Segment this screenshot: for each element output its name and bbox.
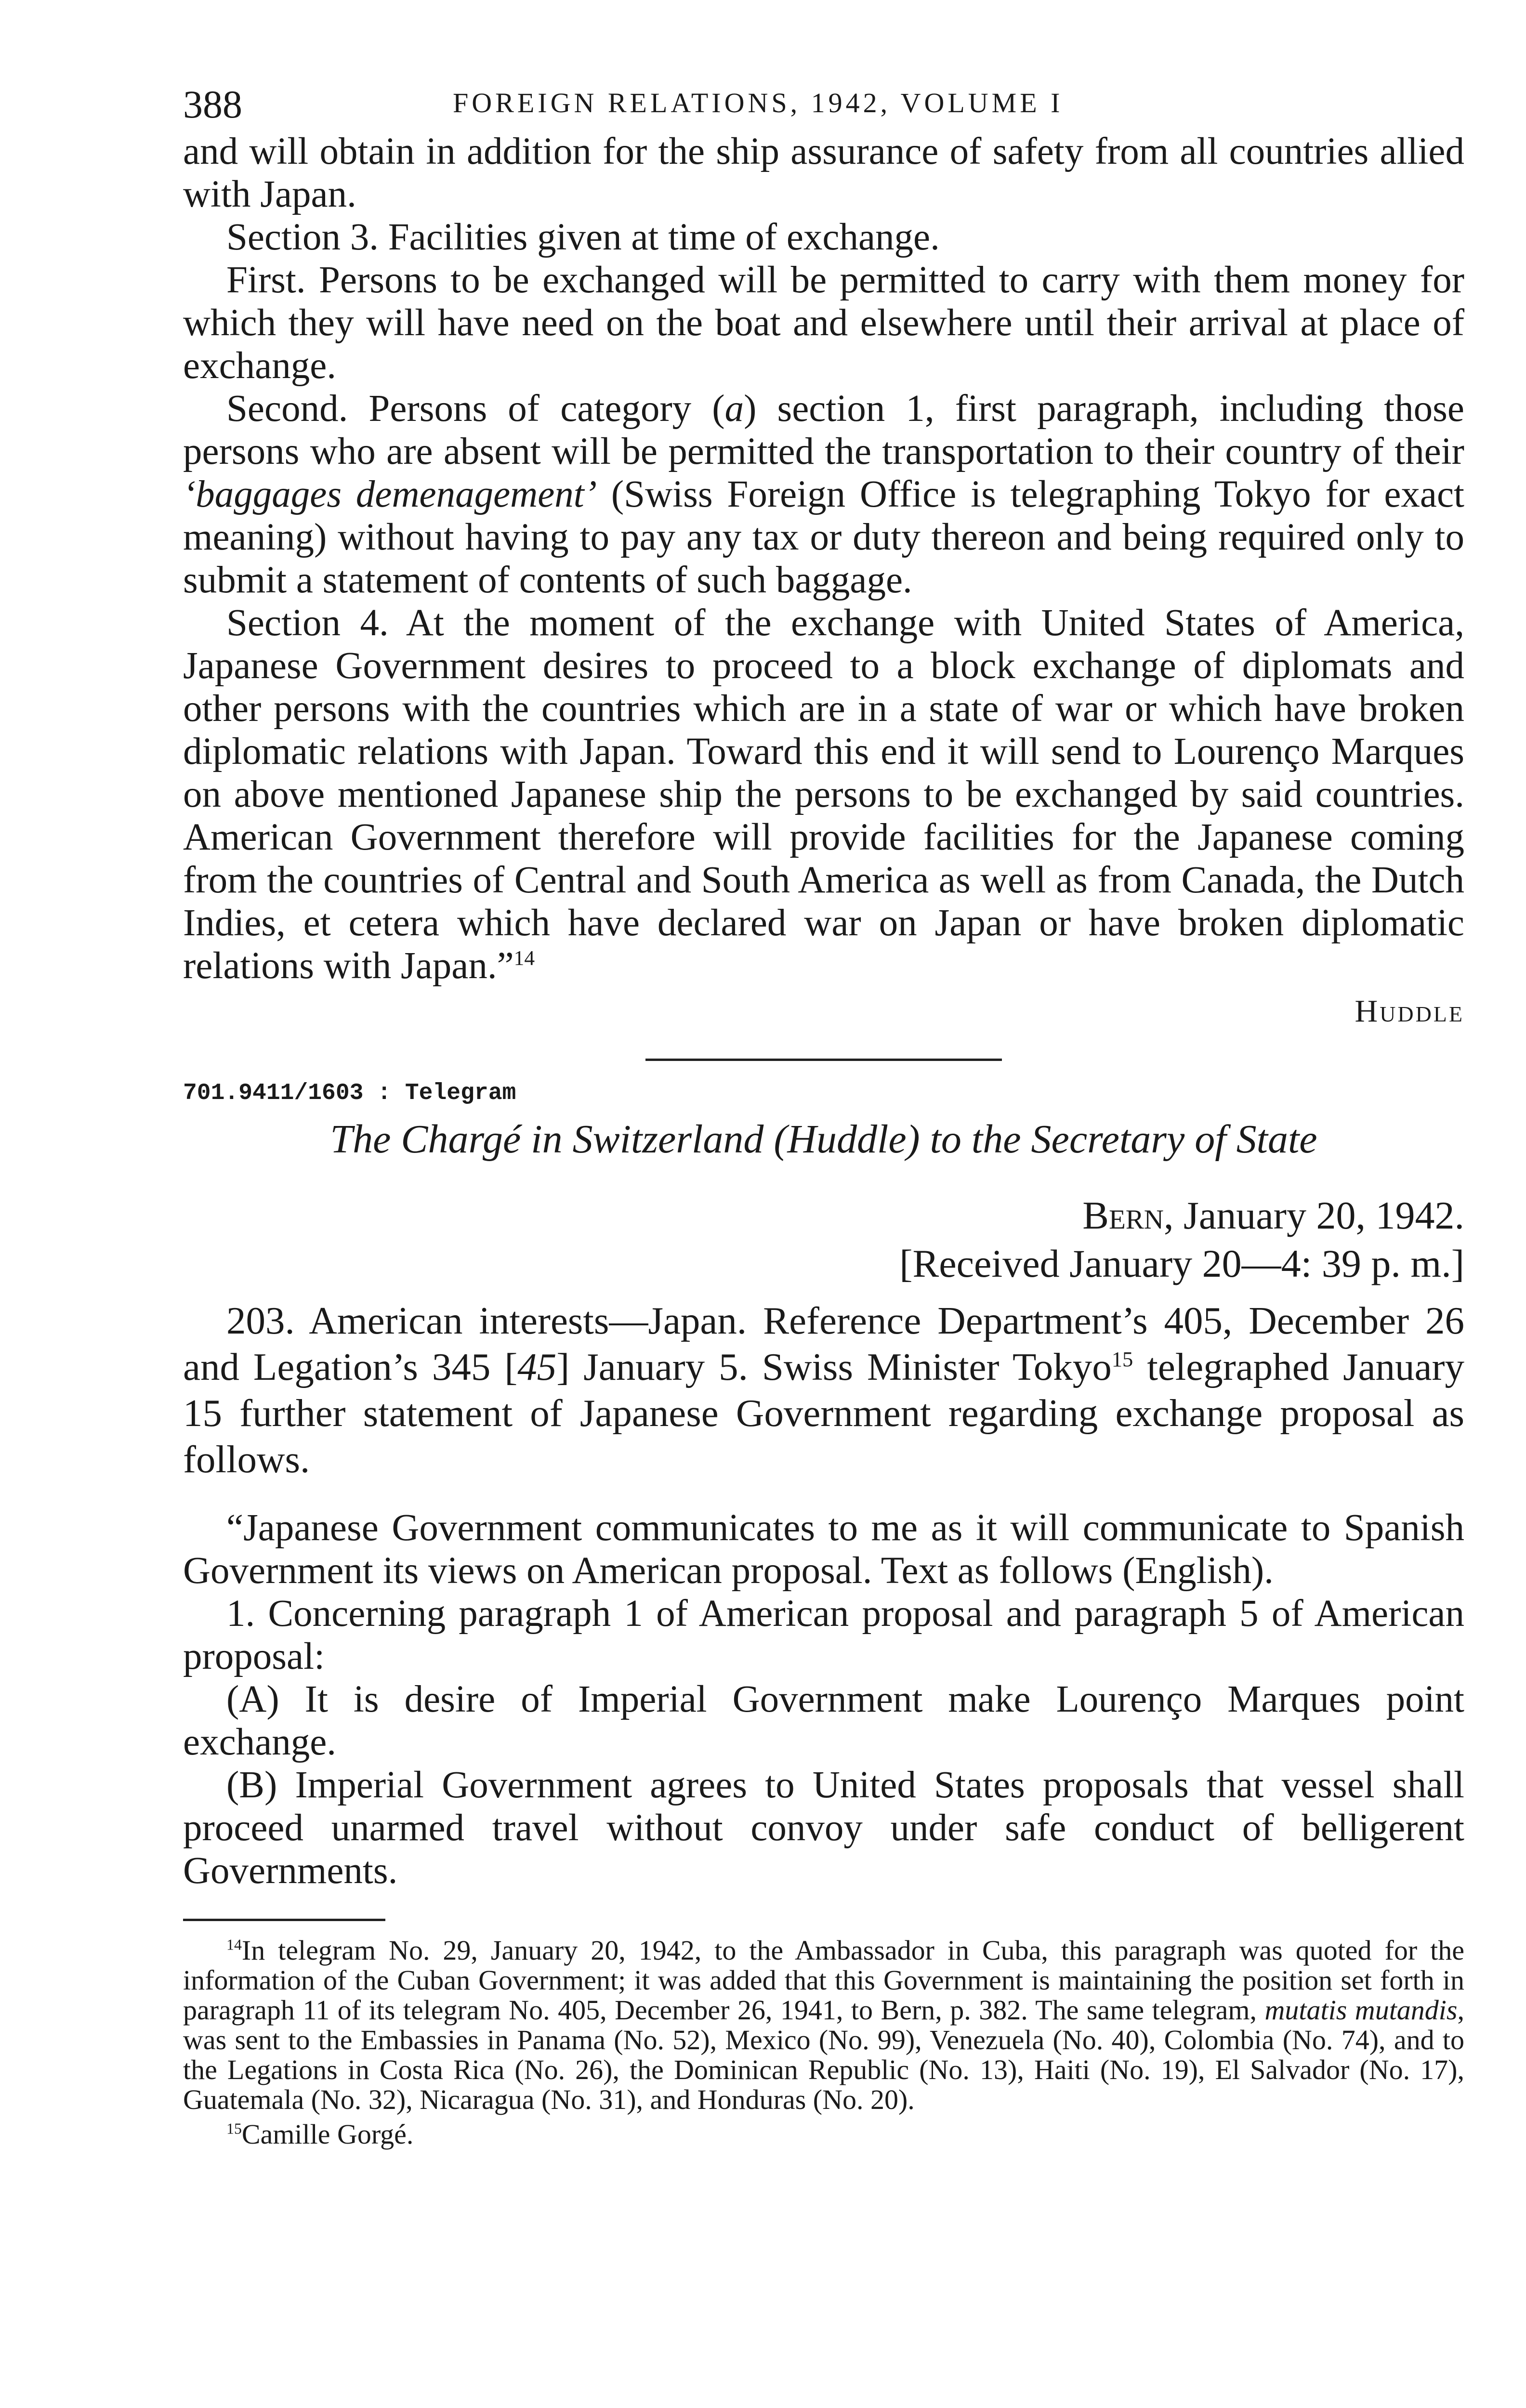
footnote-number: 14 xyxy=(226,1936,242,1953)
text-run: telegraphed January 15 further statement of Japanese Government regarding exchange proposal as follows. xyxy=(183,1345,1464,1481)
quote-point-1: 1. Concerning paragraph 1 of American proposal and paragraph 5 of American proposal: xyxy=(183,1593,1464,1677)
footnote-marker: 14 xyxy=(513,946,535,970)
paragraph-continuation: and will obtain in addition for the ship assurance of safety from all countries allied with Japan. xyxy=(183,131,1464,215)
footnote-15 xyxy=(183,2120,1464,2149)
paragraph-section-4 xyxy=(183,602,1464,987)
footnote-14 xyxy=(183,1936,1464,2115)
received-line: [Received January 20—4: 39 p. m.] xyxy=(899,1242,1464,1285)
text-run: Camille Gorgé. xyxy=(241,2119,414,2150)
document-title: The Chargé in Switzerland (Huddle) to the Secretary of State xyxy=(330,1117,1317,1162)
italic-text: 45 xyxy=(517,1345,557,1388)
text-run: (Swiss Foreign Office is telegraphing Tokyo for exact meaning) without having to pay any tax or duty thereon and being required only to submit a statement of contents of such baggage. xyxy=(183,473,1464,601)
dateline xyxy=(183,1191,1464,1240)
text-run: , was sent to the Embassies in Panama (No. 52), Mexico (No. 99), Venezuela (No. 40), Colombia (No. 74), and to the Legations in Costa Rica (No. 26), the Dominican Republic (No. 13), Haiti (No. 19), El Salvador (No. 17), Guatemala (No. 32), Nicaragua (No. 31), and Honduras (No. 20). xyxy=(183,1994,1464,2115)
section-divider xyxy=(645,1059,1002,1061)
quote-point-b: (B) Imperial Government agrees to United States proposals that vessel shall proceed unarmed travel without convoy under safe conduct of belligerent Governments. xyxy=(183,1764,1464,1892)
footnote-divider xyxy=(183,1919,385,1921)
running-title: FOREIGN RELATIONS, 1942, VOLUME I xyxy=(453,87,1064,118)
text-run: ] January 5. Swiss Minister Tokyo xyxy=(556,1345,1112,1388)
italic-text: ‘baggages demenagement’ xyxy=(183,473,597,515)
text-run: ) section 1, first paragraph, including those persons who are absent will be permitted the transportation to their country of their xyxy=(183,388,1464,472)
footnote-marker: 15 xyxy=(1111,1347,1133,1371)
text-run: 203. American interests—Japan. Reference Department’s 405, December 26 and Legation’s 345 [ xyxy=(183,1299,1464,1388)
telegram-body xyxy=(183,1297,1464,1482)
document-page xyxy=(183,72,1464,2149)
paragraph-section-3: Section 3. Facilities given at time of exchange. xyxy=(226,216,940,258)
text-run: Second. Persons of category ( xyxy=(226,388,725,430)
italic-text: a xyxy=(724,388,744,430)
quote-intro: “Japanese Government communicates to me as it will communicate to Spanish Government its views on American proposal. Text as follows (English). xyxy=(183,1507,1464,1592)
footnote-number: 15 xyxy=(226,2120,242,2137)
paragraph-second xyxy=(183,387,1464,602)
text-run: In telegram No. 29, January 20, 1942, to the Ambassador in Cuba, this paragraph was quoted for the information of the Cuban Government; it was added that this Government is maintaining the position set forth in paragraph 11 of its telegram No. 405, December 26, 1941, to Bern, p. 382. The same telegram, xyxy=(183,1935,1464,2026)
dateline-date: , January 20, 1942. xyxy=(1163,1193,1464,1237)
dateline-place: Bern xyxy=(1082,1193,1164,1237)
text-run: Section 4. At the moment of the exchange with United States of America, Japanese Government desires to proceed to a block exchange of diplomats and other persons with the countries which are in a state of war or which have broken diplomatic relations with Japan. Toward this end it will send to Lourenço Marques on above mentioned Japanese ship the persons to be exchanged by said countries. American Government therefore will provide facilities for the Japanese coming from the countries of Central and South America as well as from Canada, the Dutch Indies, et cetera which have declared war on Japan or have broken diplomatic relations with Japan.” xyxy=(183,602,1464,987)
paragraph-first: First. Persons to be exchanged will be permitted to carry with them money for which they will have need on the boat and elsewhere until their arrival at place of exchange. xyxy=(183,259,1464,387)
signature-name: Huddle xyxy=(1355,994,1464,1029)
italic-text: mutatis mutandis xyxy=(1264,1994,1458,2026)
file-reference: 701.9411/1603 : Telegram xyxy=(183,1080,516,1106)
page-header xyxy=(183,72,1464,130)
page-number: 388 xyxy=(183,82,242,126)
quote-point-a: (A) It is desire of Imperial Government make Lourenço Marques point exchange. xyxy=(183,1678,1464,1763)
signature xyxy=(183,993,1464,1030)
